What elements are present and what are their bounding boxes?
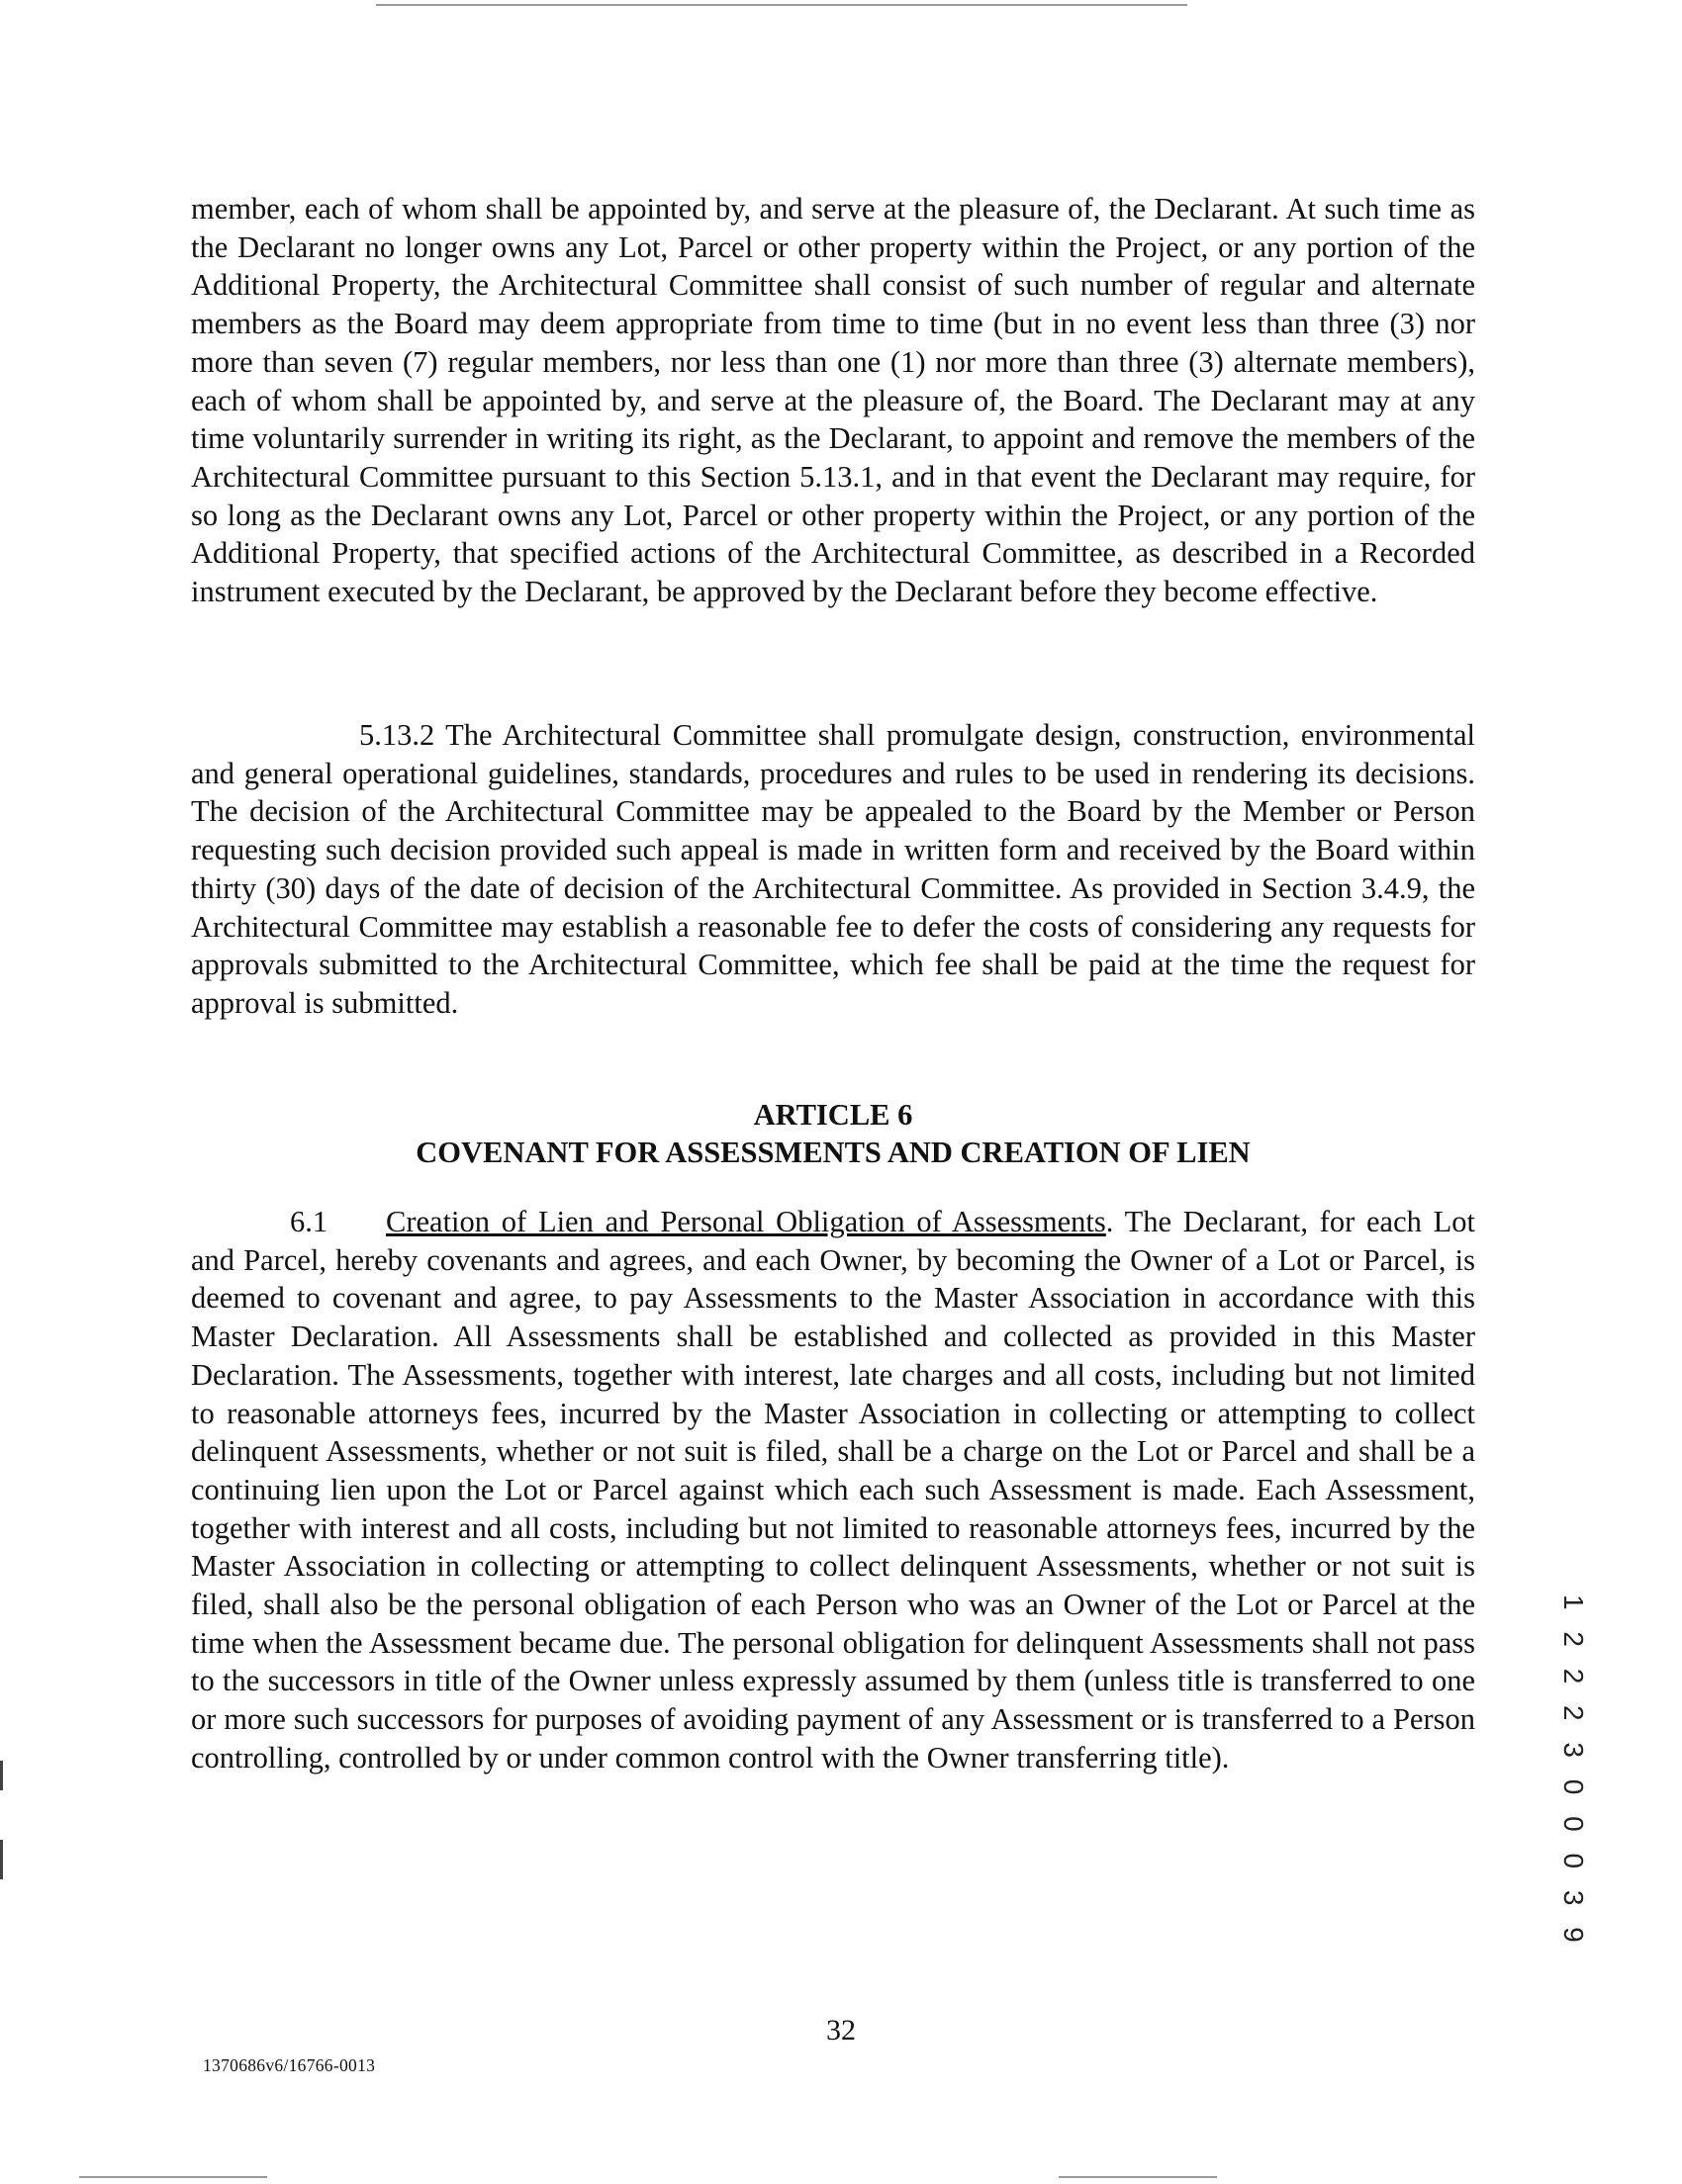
article-number: ARTICLE 6 — [753, 1098, 913, 1132]
recording-stamp — [1558, 1594, 1631, 1950]
scan-edge-bottom-left — [79, 2176, 267, 2178]
article-title: COVENANT FOR ASSESSMENTS AND CREATION OF LIEN — [416, 1136, 1251, 1169]
continued-paragraph: member, each of whom shall be appointed by, and serve at the pleasure of, the Declarant. At such time as the Declarant no longer owns any Lot, Parcel or other property within the Project, or any portion of the Additional Property, the Architectural Committee shall consist of such number of regular and alternate members as the Board may deem appropriate from time to time (but in no event less than three (3) nor more than seven (7) regular members, nor less than one (1) nor more than three (3) alternate members), each of whom shall be appointed by, and serve at the pleasure of, the Board. The Declarant may at any time voluntarily surrender in writing its right, as the Declarant, to appoint and remove the members of the Architectural Committee pursuant to this Section 5.13.1, and in that event the Declarant may require, for so long as the Declarant owns any Lot, Parcel or other property within the Project, or any portion of the Additional Property, that specified actions of the Architectural Committee, as described in a Recorded instrument executed by the Declarant, be approved by the Declarant before they become effective. — [191, 192, 1475, 609]
section-5-13-2-paragraph: 5.13.2 The Architectural Committee shall promulgate design, construction, environmental and general operational guidelines, standards, procedures and rules to be used in rendering its decisions. The decision of the Architectural Committee may be appealed to the Board by the Member or Person requesting such decision provided such appeal is made in written form and received by the Board within thirty (30) days of the date of decision of the Architectural Committee. As provided in Section 3.4.9, the Architectural Committee may establish a reasonable fee to defer the costs of considering any requests for approvals submitted to the Architectural Committee, which fee shall be paid at the time the request for approval is submitted. — [191, 718, 1475, 1020]
scan-edge-top — [376, 4, 1187, 6]
page-number: 32 — [826, 2014, 856, 2047]
recording-stamp-text: 1 2 2 2 3 0 0 0 3 9 — [1558, 1594, 1589, 1950]
document-id: 1370686v6/16766-0013 — [203, 2055, 376, 2075]
section-6-1-paragraph — [191, 1203, 1475, 1777]
scan-edge-mark — [0, 1840, 3, 1879]
scan-edge-mark — [0, 1761, 3, 1790]
section-body: The Declarant, for each Lot and Parcel, hereby covenants and agrees, and each Owner, by becoming the Owner of a Lot or Parcel, is deemed to covenant and agree, to pay Assessments to the Master Association in accordance with this Master Declaration. All Assessments shall be established and collected as provided in this Master Declaration. The Assessments, together with interest, late charges and all costs, including but not limited to reasonable attorneys fees, incurred by the Master Association in collecting or attempting to collect delinquent Assessments, whether or not suit is filed, shall be a charge on the Lot or Parcel and shall be a continuing lien upon the Lot or Parcel against which each such Assessment is made. Each Assessment, together with interest and all costs, including but not limited to reasonable attorneys fees, incurred by the Master Association in collecting or attempting to collect delinquent Assessments, whether or not suit is filed, shall also be the personal obligation of each Person who was an Owner of the Lot or Parcel at the time when the Assessment became due. The personal obligation for delinquent Assessments shall not pass to the successors in title of the Owner unless expressly assumed by them (unless title is transferred to one or more such successors for purposes of avoiding payment of any Assessment or is transferred to a Person controlling, controlled by or under common control with the Owner transferring title). — [191, 1205, 1475, 1774]
section-heading-punctuation: . — [1105, 1205, 1114, 1238]
section-heading: Creation of Lien and Personal Obligation of Assessments — [386, 1205, 1106, 1238]
scan-edge-bottom-right — [1059, 2176, 1217, 2178]
section-number: 6.1 — [290, 1205, 328, 1238]
